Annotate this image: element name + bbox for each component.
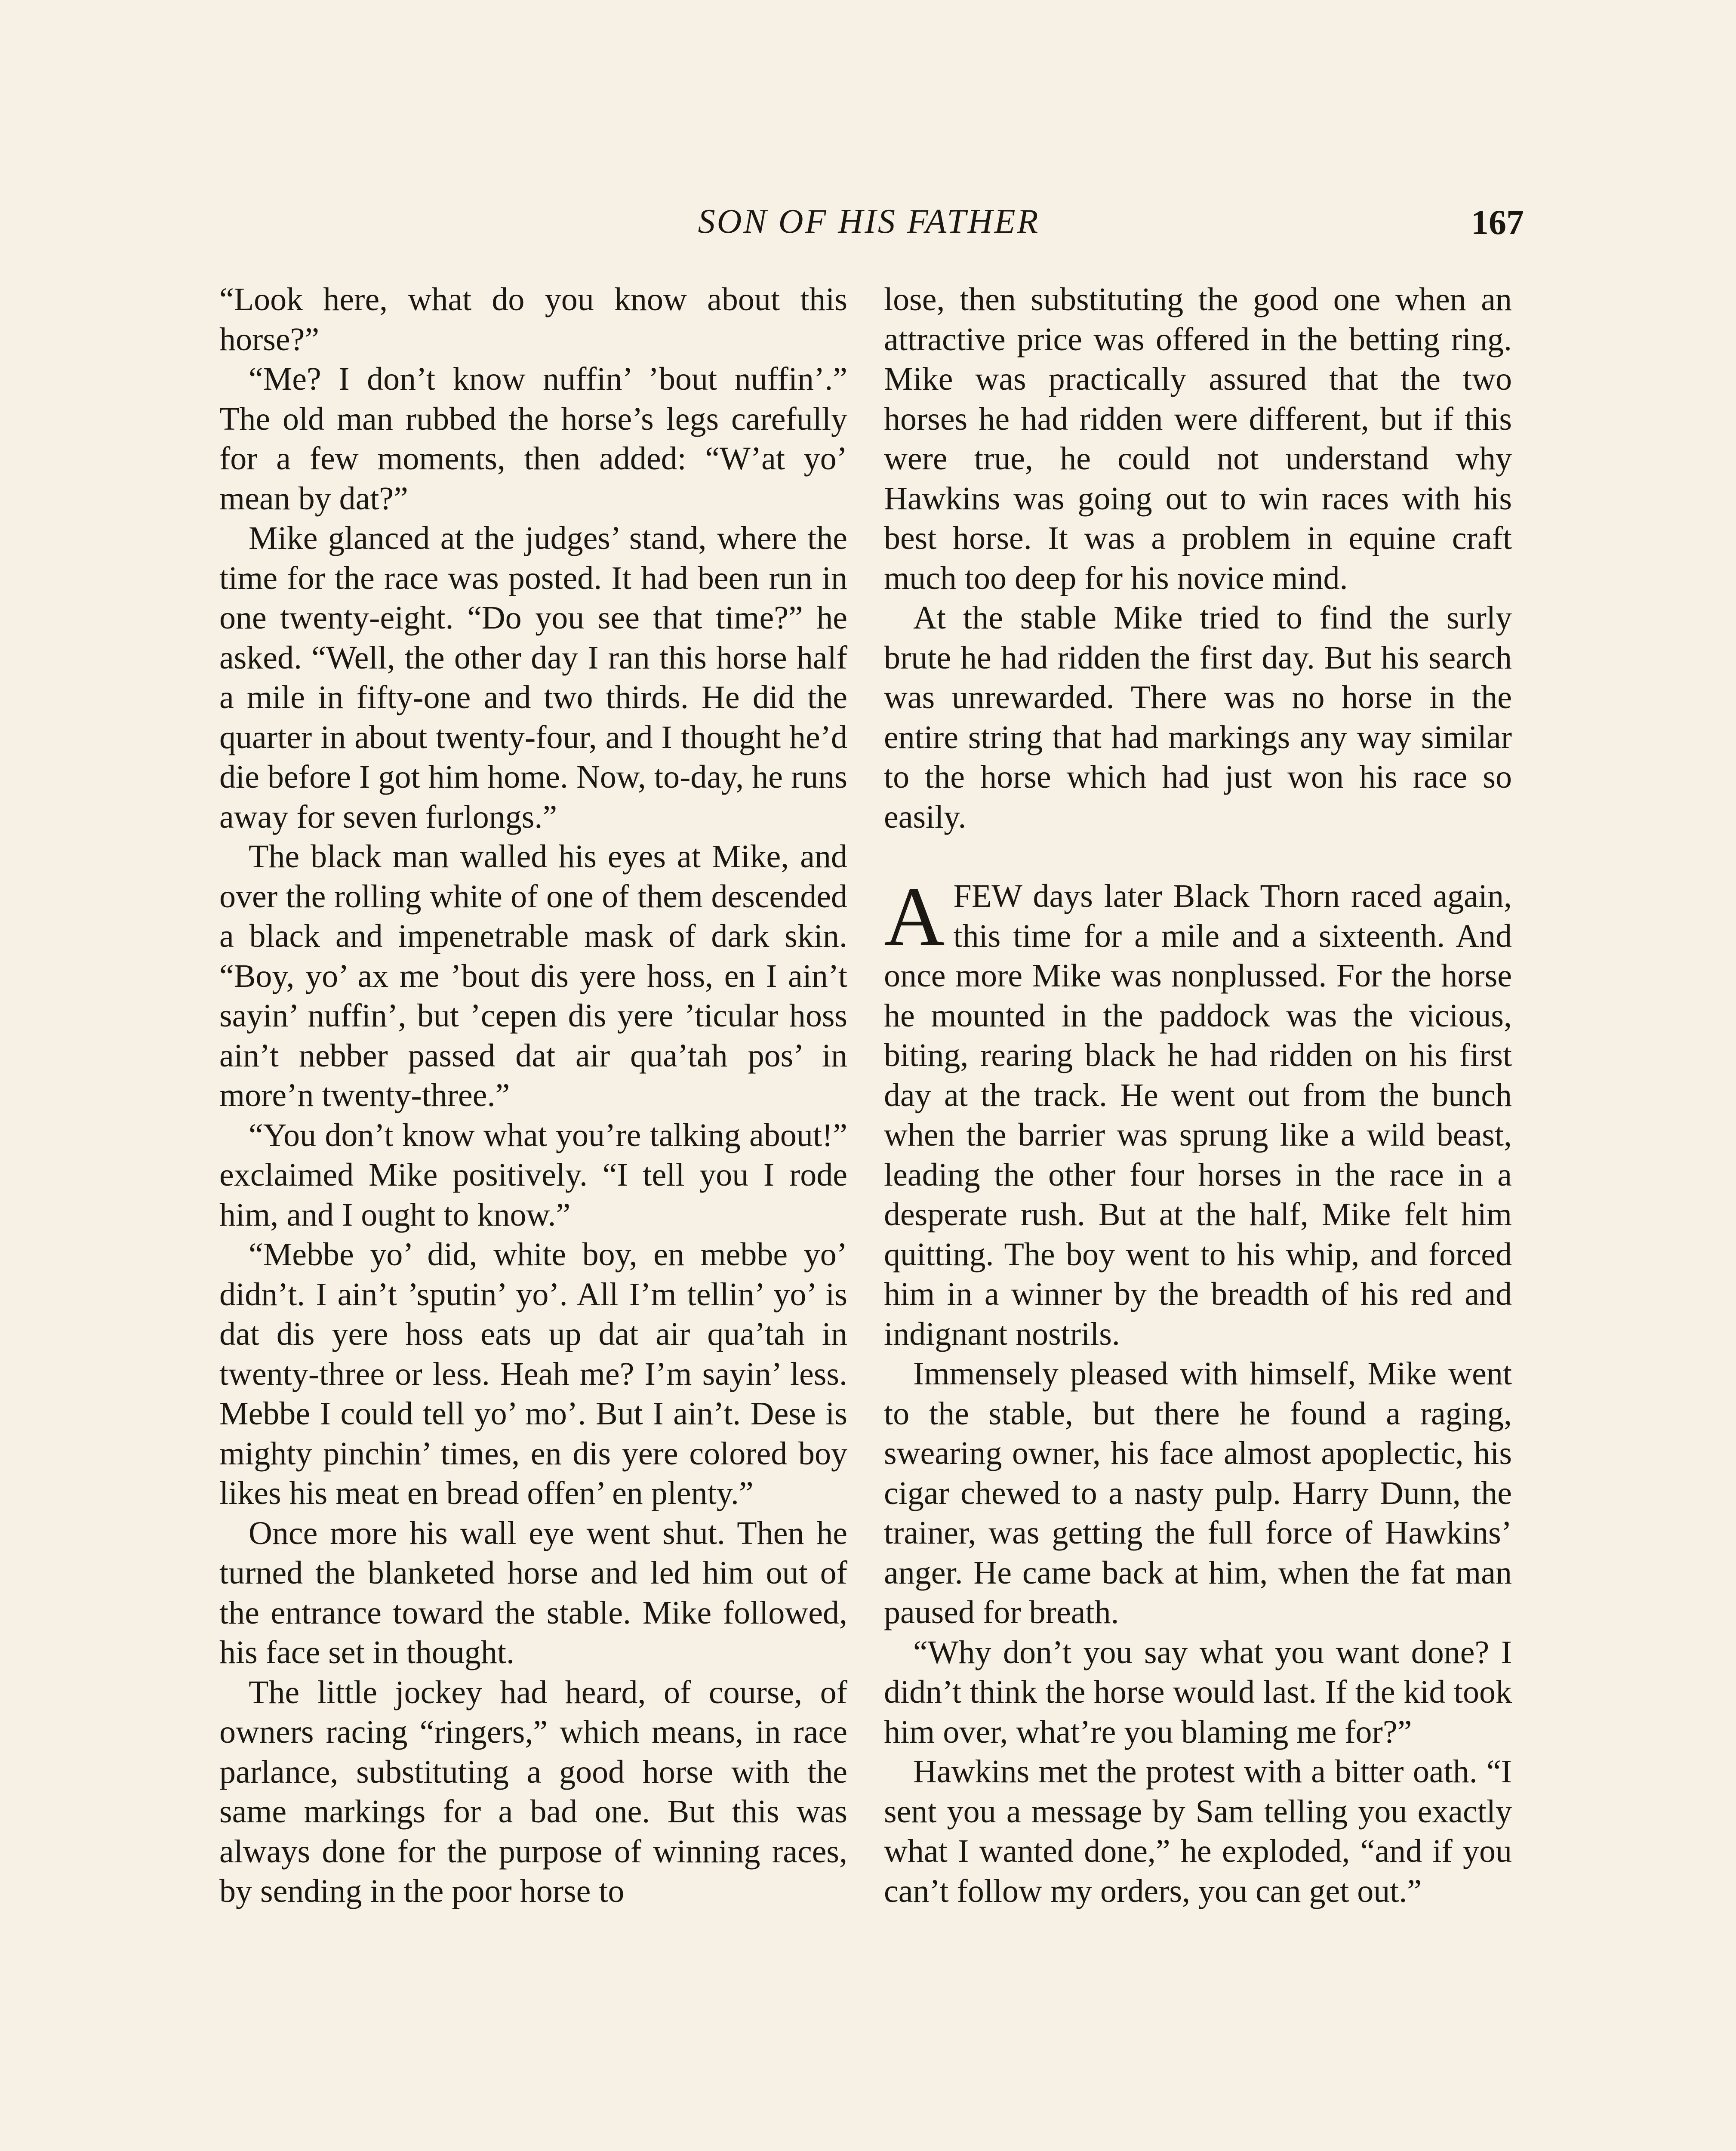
paragraph: “Me? I don’t know nuffin’ ’bout nuffin’.” The old man rubbed the horse’s legs carefully for a few moments, then added: “W’at yo’ mean by dat?”	[219, 361, 847, 517]
paragraph: Mike glanced at the judges’ stand, where the time for the race was posted. It had been run in one twenty-eight. “Do you see that time?” he asked. “Well, the other day I ran this horse half a mile in fifty-one and two thirds. He did the quarter in about twenty-four, and I thought he’d die before I got him home. Now, to-day, he runs away for seven furlongs.”	[219, 520, 847, 835]
section-break	[884, 837, 1512, 876]
section-opening-text: FEW days later Black Thorn raced again, this time for a mile and a sixteenth. And once more Mike was nonplussed. For the horse he mounted in the paddock was the vicious, biting, rearing black he had ridden on his first day at the track. He went out from the bunch when the barrier was sprung like a wild beast, leading the other four horses in the race in a desperate rush. But at the half, Mike felt him quitting. The boy went to his whip, and forced him in a winner by the breadth of his red and indignant nostrils.	[884, 878, 1512, 1352]
paragraph: Once more his wall eye went shut. Then he turned the blanketed horse and led him out of the entrance toward the stable. Mike followed, his face set in thought.	[219, 1515, 847, 1670]
running-title: SON OF HIS FATHER	[698, 203, 1040, 240]
paragraph: Immensely pleased with himself, Mike went to the stable, but there he found a raging, swearing owner, his face almost apoplectic, his cigar chewed to a nasty pulp. Harry Dunn, the trainer, was getting the full force of Hawkins’ anger. He came back at him, when the fat man paused for breath.	[884, 1356, 1512, 1630]
drop-cap: A	[884, 870, 945, 963]
paragraph: The black man walled his eyes at Mike, and over the rolling white of one of them descended a black and impenetrable mask of dark skin. “Boy, yo’ ax me ’bout dis yere hoss, en I ain’t sayin’ nuffin’, but ’cepen dis yere ’ticular hoss ain’t nebber passed dat air qua’tah pos’ in more’n twenty-three.”	[219, 838, 847, 1113]
left-column	[219, 280, 847, 2151]
paragraph: “Why don’t you say what you want done? I didn’t think the horse would last. If the kid took him over, what’re you blaming me for?”	[884, 1634, 1512, 1750]
paragraph: “You don’t know what you’re talking about!” exclaimed Mike positively. “I tell you I rode him, and I ought to know.”	[219, 1117, 847, 1233]
paragraph: “Mebbe yo’ did, white boy, en mebbe yo’ didn’t. I ain’t ’sputin’ yo’. All I’m tellin’ yo’ is dat dis yere hoss eats up dat air qua’tah in twenty-three or less. Heah me? I’m sayin’ less. Mebbe I could tell yo’ mo’. But I ain’t. Dese is mighty pinchin’ times, en dis yere colored boy likes his meat en bread offen’ en plenty.”	[219, 1236, 847, 1511]
paragraph: lose, then substituting the good one when an attractive price was offered in the betting ring. Mike was practically assured that the two horses he had ridden were different, but if this were true, he could not understand why Hawkins was going out to win races with his best horse. It was a problem in equine craft much too deep for his novice mind.	[884, 281, 1512, 596]
section-opening-paragraph	[884, 870, 1512, 1354]
paragraph: “Look here, what do you know about this horse?”	[219, 281, 847, 357]
paragraph: Hawkins met the protest with a bitter oath. “I sent you a message by Sam telling you exactly what I wanted done,” he exploded, “and if you can’t follow my orders, you can get out.”	[884, 1753, 1512, 1909]
page-number: 167	[1471, 203, 1524, 242]
right-column	[884, 280, 1512, 2151]
paragraph: The little jockey had heard, of course, of owners racing “ringers,” which means, in race parlance, substituting a good horse with the same markings for a bad one. But this was always done for the purpose of winning races, by sending in the poor horse to	[219, 1674, 847, 1909]
paragraph: At the stable Mike tried to find the surly brute he had ridden the first day. But his search was unrewarded. There was no horse in the entire string that had markings any way similar to the horse which had just won his race so easily.	[884, 600, 1512, 835]
